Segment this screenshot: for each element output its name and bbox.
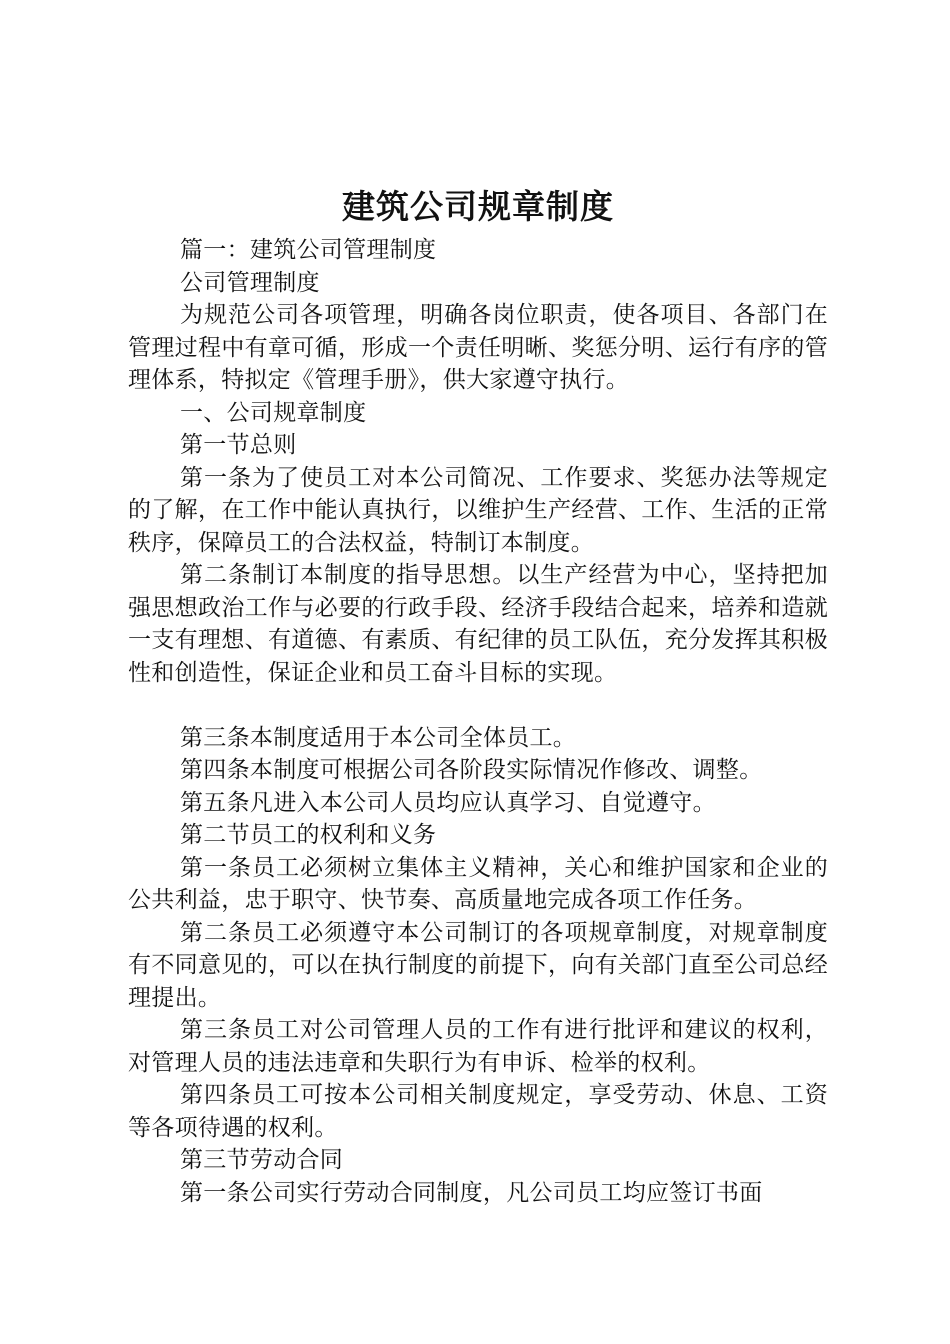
paragraph-article: 第三条员工对公司管理人员的工作有进行批评和建议的权利，对管理人员的违法违章和失职行为有申诉、检举的权利。 <box>128 1017 828 1076</box>
document-title: 建筑公司规章制度 <box>342 187 614 226</box>
paragraph-article: 第三条本制度适用于本公司全体员工。 <box>180 724 577 751</box>
paragraph-chapter-heading: 篇一：建筑公司管理制度 <box>180 237 437 263</box>
paragraph-intro: 为规范公司各项管理，明确各岗位职责，使各项目、各部门在管理过程中有章可循，形成一个责任明晰、奖惩分明、运行有序的管理体系，特拟定《管理手册》，供大家遵守执行。 <box>128 302 828 393</box>
paragraph-article: 第一条公司实行劳动合同制度，凡公司员工均应签订书面 <box>180 1179 763 1206</box>
paragraph-subtitle: 公司管理制度 <box>180 269 320 296</box>
blank-line <box>128 689 828 722</box>
paragraph-article: 第五条凡进入本公司人员均应认真学习、自觉遵守。 <box>180 789 716 816</box>
paragraph-section-2-heading: 第二节员工的权利和义务 <box>180 822 437 848</box>
paragraph-article: 第四条本制度可根据公司各阶段实际情况作修改、调整。 <box>180 757 763 783</box>
paragraph-article: 第二条制订本制度的指导思想。以生产经营为中心，坚持把加强思想政治工作与必要的行政手段、经济手段结合起来，培养和造就一支有理想、有道德、有素质、有纪律的员工队伍，充分发挥其积极性和创造性，保证企业和员工奋斗目标的实现。 <box>128 562 828 686</box>
document-body <box>128 234 828 1209</box>
paragraph-section-3-heading: 第三节劳动合同 <box>180 1147 344 1173</box>
paragraph-section-heading: 一、公司规章制度 <box>180 399 367 426</box>
paragraph-article: 第四条员工可按本公司相关制度规定，享受劳动、休息、工资等各项待遇的权利。 <box>128 1082 828 1141</box>
paragraph-article: 第一条员工必须树立集体主义精神，关心和维护国家和企业的公共利益，忠于职守、快节奏、高质量地完成各项工作任务。 <box>128 854 828 913</box>
paragraph-section-1-heading: 第一节总则 <box>180 432 297 458</box>
document-page <box>128 0 828 1344</box>
paragraph-article: 第二条员工必须遵守本公司制订的各项规章制度，对规章制度有不同意见的，可以在执行制度的前提下，向有关部门直至公司总经理提出。 <box>128 919 828 1011</box>
paragraph-article: 第一条为了使员工对本公司简况、工作要求、奖惩办法等规定的了解，在工作中能认真执行，以维护生产经营、工作、生活的正常秩序，保障员工的合法权益，特制订本制度。 <box>128 464 828 556</box>
